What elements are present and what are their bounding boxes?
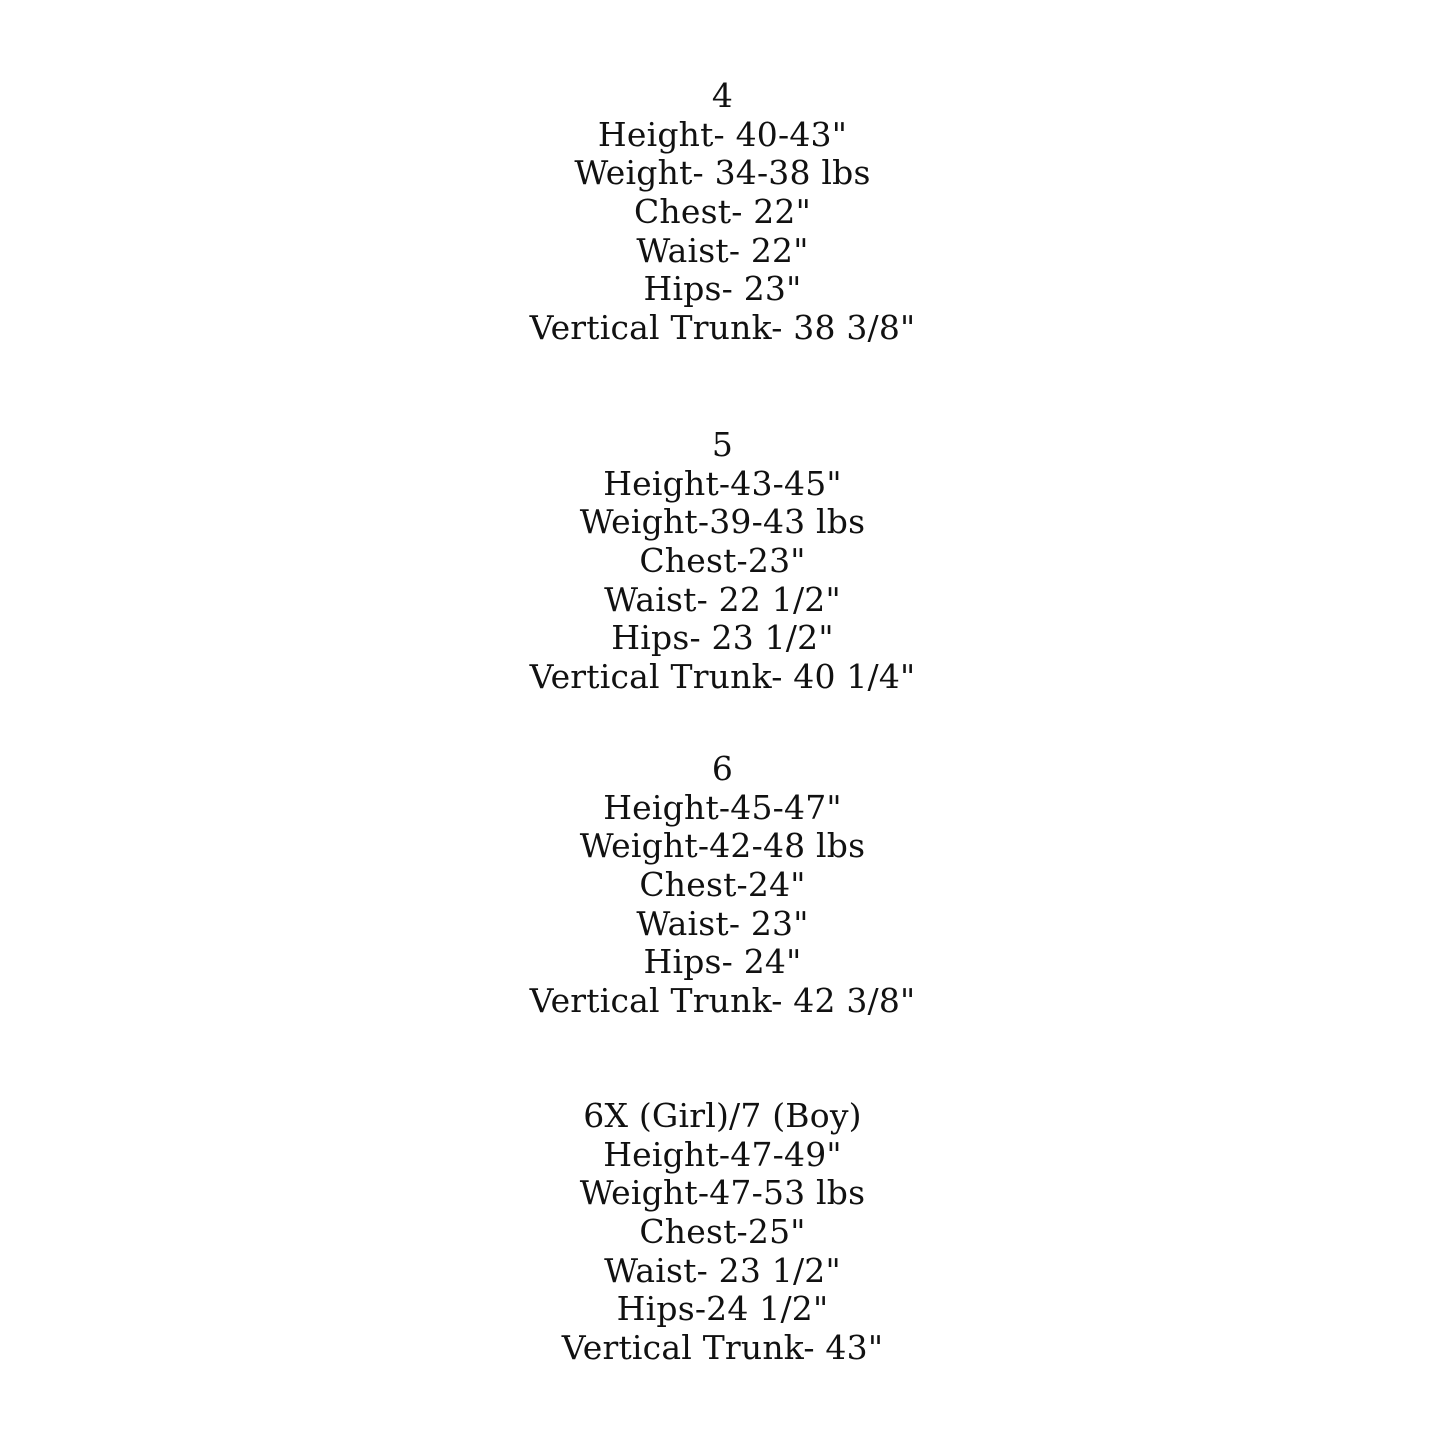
waist-measurement: Waist- 22 1/2" <box>604 579 841 619</box>
size-block-5 <box>0 426 1445 697</box>
weight-measurement: Weight-47-53 lbs <box>579 1173 866 1213</box>
chest-measurement: Chest-25" <box>639 1212 806 1252</box>
waist-measurement: Waist- 23" <box>636 903 809 943</box>
size-block-6x-7 <box>0 1097 1445 1368</box>
hips-measurement: Hips- 23" <box>643 269 802 309</box>
size-label: 4 <box>711 76 734 115</box>
vertical-trunk-measurement: Vertical Trunk- 43" <box>561 1328 884 1368</box>
weight-measurement: Weight-42-48 lbs <box>579 826 866 866</box>
weight-measurement: Weight- 34-38 lbs <box>574 153 871 193</box>
hips-measurement: Hips-24 1/2" <box>616 1289 829 1329</box>
waist-measurement: Waist- 23 1/2" <box>604 1250 841 1290</box>
size-label: 6 <box>711 749 734 788</box>
hips-measurement: Hips- 24" <box>643 942 802 982</box>
waist-measurement: Waist- 22" <box>636 230 809 270</box>
vertical-trunk-measurement: Vertical Trunk- 38 3/8" <box>529 308 916 348</box>
size-label: 5 <box>711 425 734 464</box>
chest-measurement: Chest- 22" <box>633 192 812 232</box>
height-measurement: Height-47-49" <box>603 1134 842 1174</box>
hips-measurement: Hips- 23 1/2" <box>611 618 834 658</box>
size-block-4 <box>0 77 1445 348</box>
height-measurement: Height- 40-43" <box>597 114 848 154</box>
chest-measurement: Chest-24" <box>639 865 806 905</box>
vertical-trunk-measurement: Vertical Trunk- 40 1/4" <box>529 657 916 697</box>
size-block-6 <box>0 750 1445 1021</box>
chest-measurement: Chest-23" <box>639 541 806 581</box>
height-measurement: Height-45-47" <box>603 787 842 827</box>
size-label: 6X (Girl)/7 (Boy) <box>583 1096 862 1135</box>
vertical-trunk-measurement: Vertical Trunk- 42 3/8" <box>529 981 916 1021</box>
weight-measurement: Weight-39-43 lbs <box>579 502 866 542</box>
height-measurement: Height-43-45" <box>603 463 842 503</box>
